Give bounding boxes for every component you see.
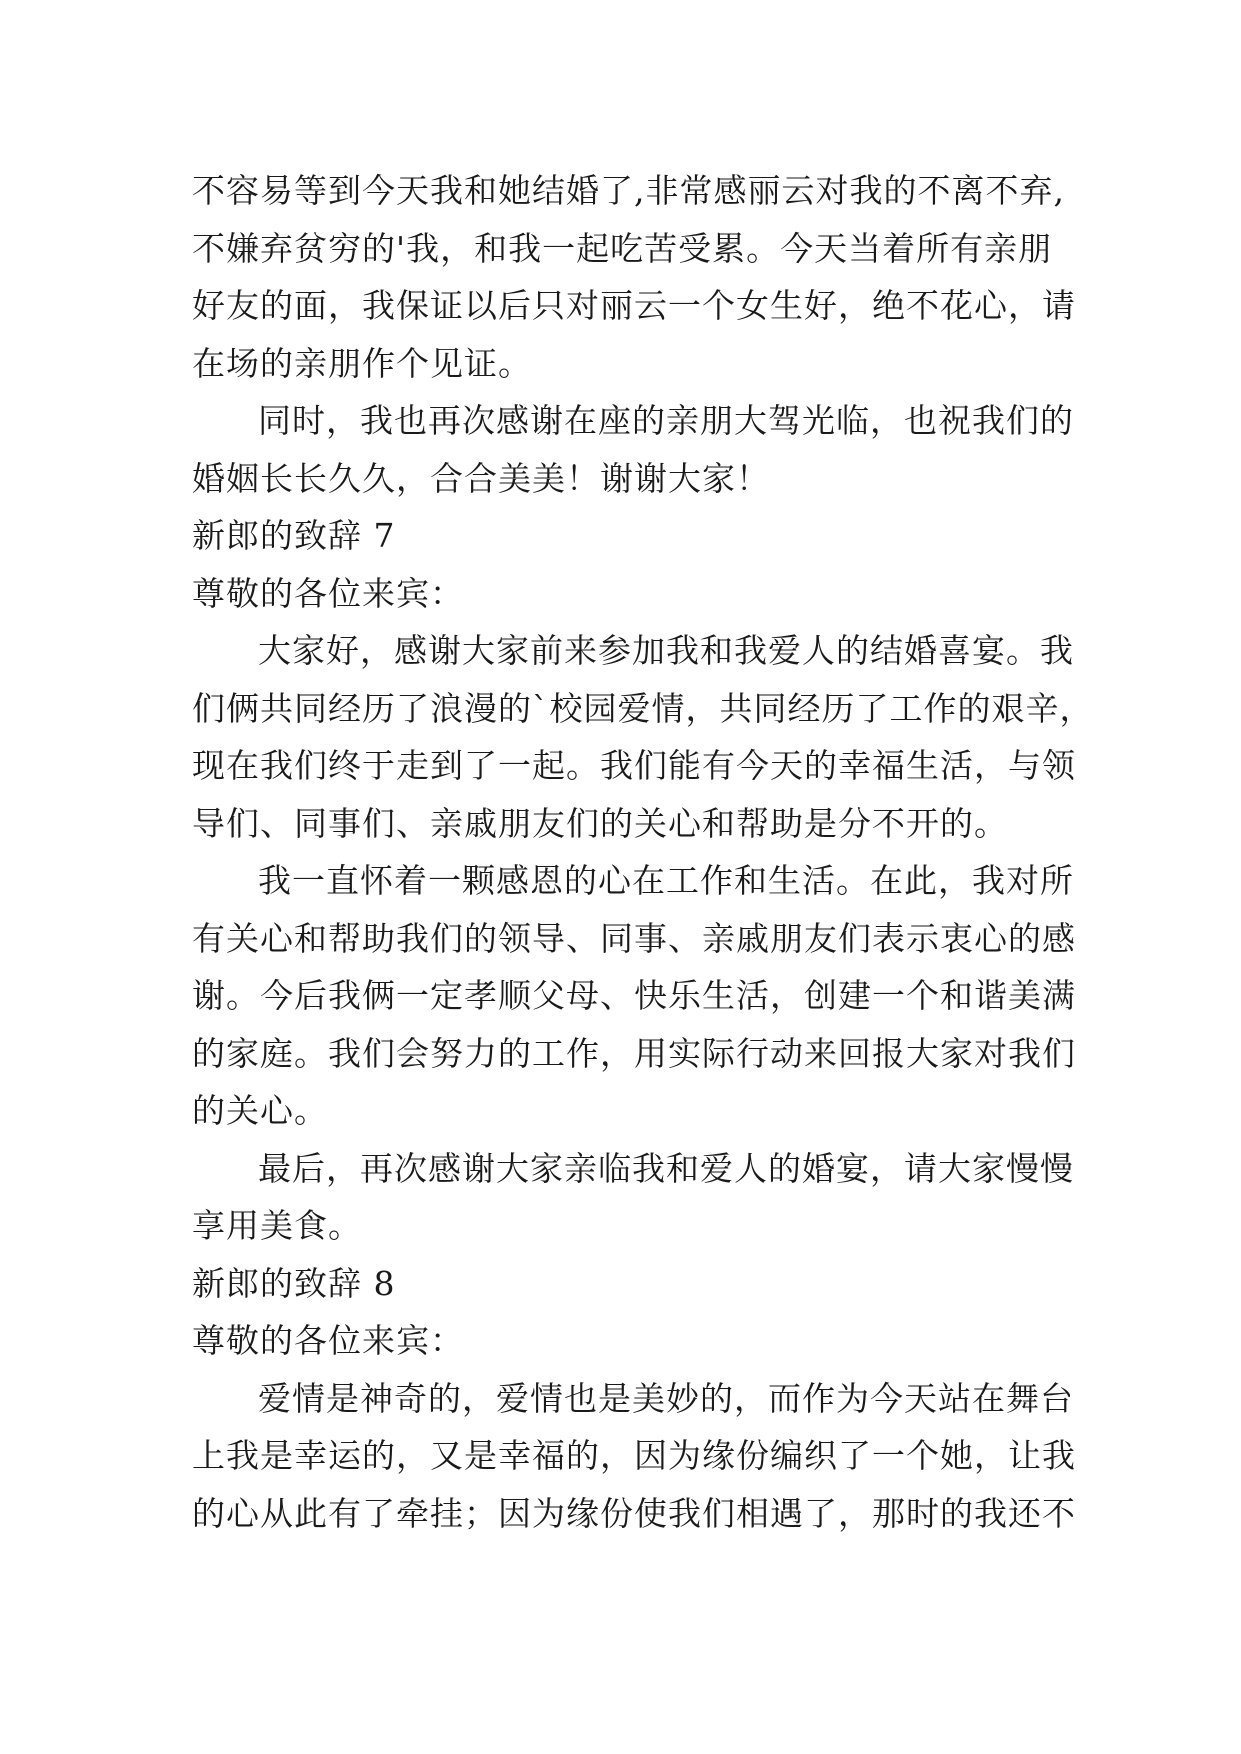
paragraph-first-line: 同时，我也再次感谢在座的亲朋大驾光临，也祝我们的 xyxy=(258,401,1074,440)
text-line: 们俩共同经历了浪漫的`校园爱情，共同经历了工作的艰辛， xyxy=(192,688,1094,728)
salutation: 尊敬的各位来宾： xyxy=(192,573,464,613)
text-line: 婚姻长长久久，合合美美！谢谢大家！ xyxy=(192,458,770,498)
text-line: 现在我们终于走到了一起。我们能有今天的幸福生活，与领 xyxy=(192,746,1076,785)
text-line: 有关心和帮助我们的领导、同事、亲戚朋友们表示衷心的感 xyxy=(192,918,1076,958)
text-line: 不嫌弃贫穷的'我，和我一起吃苦受累。今天当着所有亲朋 xyxy=(192,228,1053,268)
document-body xyxy=(192,162,1092,1542)
text-line: 的关心。 xyxy=(192,1091,328,1130)
text-line: 导们、同事们、亲戚朋友们的关心和帮助是分不开的。 xyxy=(192,803,1008,843)
text-line: 谢。今后我俩一定孝顺父母、快乐生活，创建一个和谐美满 xyxy=(192,976,1076,1015)
text-line: 好友的面，我保证以后只对丽云一个女生好，绝不花心，请 xyxy=(192,286,1076,325)
paragraph-first-line: 爱情是神奇的，爱情也是美妙的，而作为今天站在舞台 xyxy=(258,1378,1074,1418)
section-heading: 新郎的致辞 7 xyxy=(192,516,396,555)
text-line: 享用美食。 xyxy=(192,1206,362,1245)
paragraph-first-line: 大家好，感谢大家前来参加我和我爱人的结婚喜宴。我 xyxy=(258,631,1074,670)
text-line: 的家庭。我们会努力的工作，用实际行动来回报大家对我们 xyxy=(192,1033,1076,1073)
text-line: 在场的亲朋作个见证。 xyxy=(192,343,532,383)
text-line: 不容易等到今天我和她结婚了,非常感丽云对我的不离不弃, xyxy=(192,171,1065,210)
text-line: 的心从此有了牵挂；因为缘份使我们相遇了，那时的我还不 xyxy=(192,1493,1076,1533)
paragraph-first-line: 我一直怀着一颗感恩的心在工作和生活。在此，我对所 xyxy=(258,861,1074,900)
paragraph-first-line: 最后，再次感谢大家亲临我和爱人的婚宴，请大家慢慢 xyxy=(258,1148,1074,1188)
salutation: 尊敬的各位来宾： xyxy=(192,1321,464,1360)
section-heading: 新郎的致辞 8 xyxy=(192,1263,396,1303)
text-line: 上我是幸运的，又是幸福的，因为缘份编织了一个她，让我 xyxy=(192,1436,1076,1475)
